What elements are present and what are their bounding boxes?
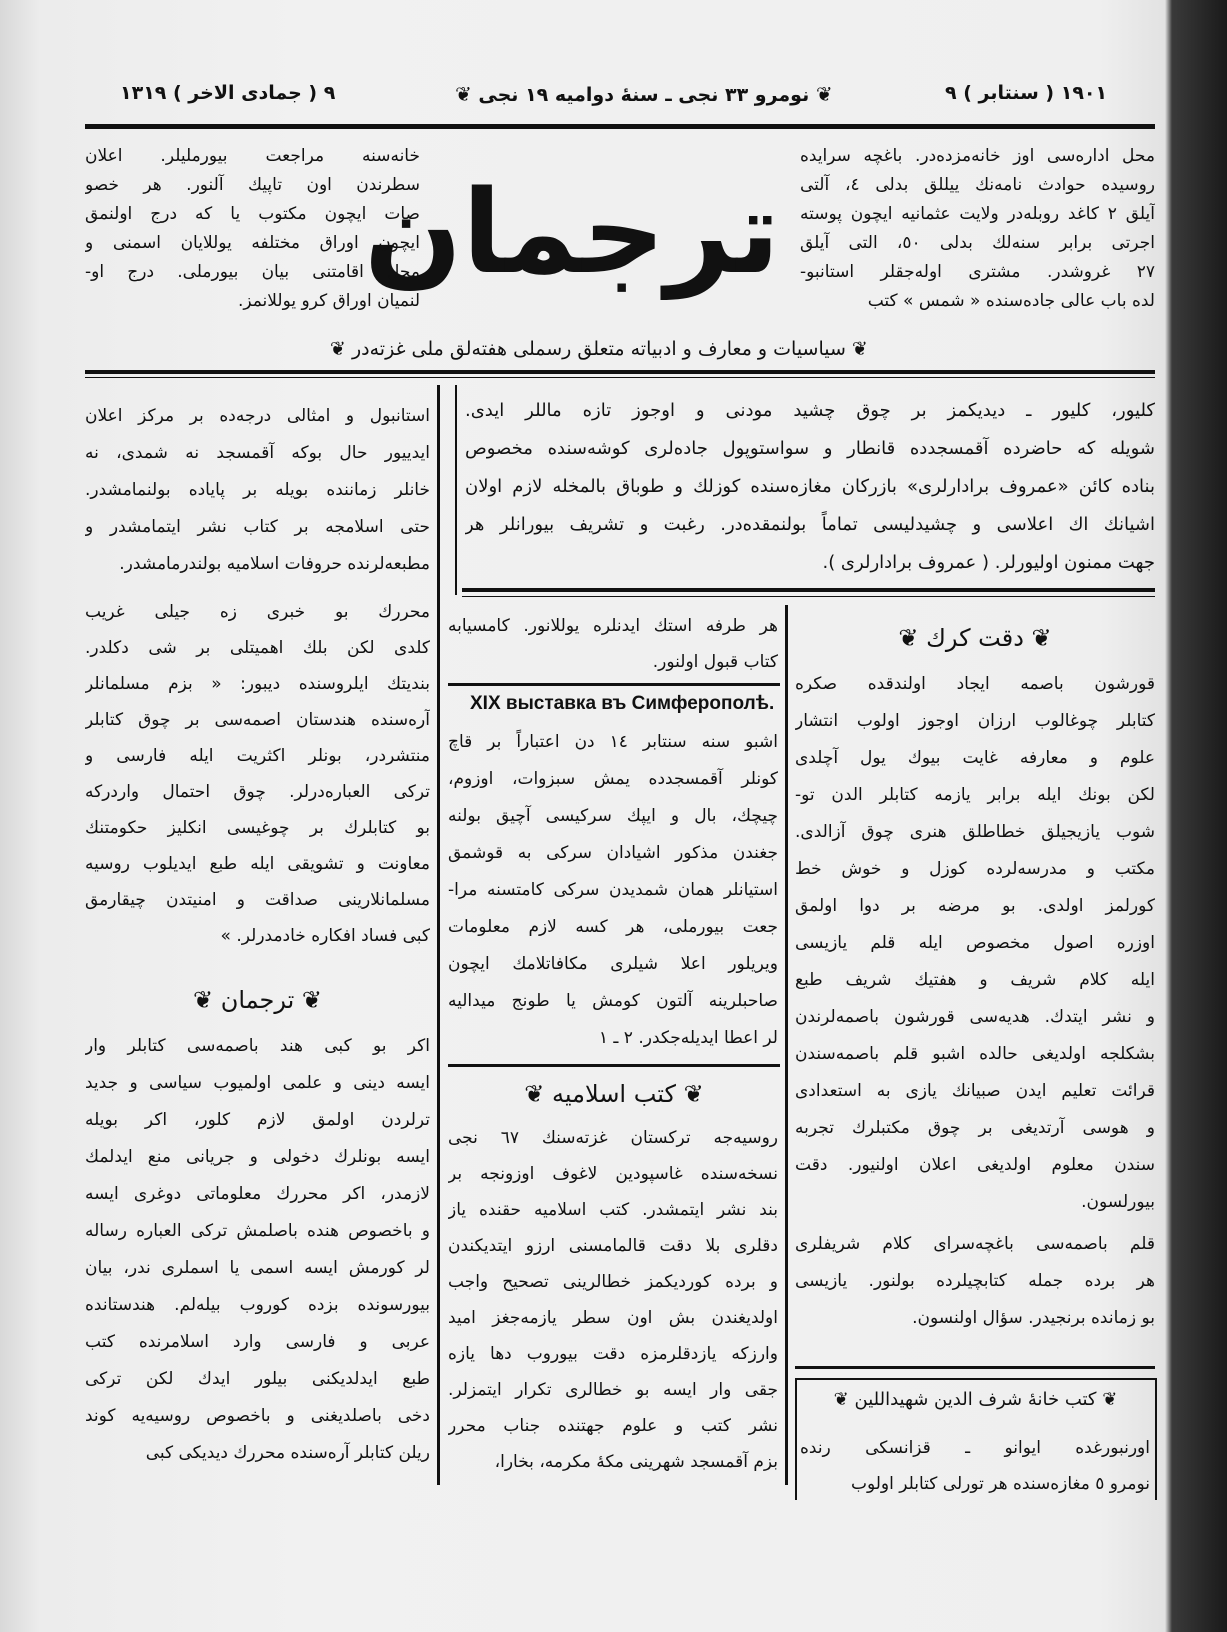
text-line: کتاب قبول اولنور.	[652, 652, 778, 672]
text-line: کتابلر چوغالوب ارزان اوجوز اولوب انتشار	[795, 711, 1155, 731]
text-line: محل اقامتنی بیان بیورملی. درج او-	[85, 262, 420, 282]
text-line: آیلق ٢ کاغد روبلەدر ولایت عثمانیه ایچون پوسته	[800, 204, 1155, 224]
text-line: اشبو سنه سنتابر ١٤ دن اعتباراً بر قاچ	[448, 732, 778, 752]
exhibition-heading: XIX выставка въ Симферополѣ.	[470, 693, 775, 714]
subscription-info	[800, 142, 1155, 316]
ornament-icon: ❦	[1102, 1389, 1118, 1410]
advert-divider	[455, 385, 457, 595]
text-line: دخی باصلدیغنی و باخصوص روسیەیه کوند	[85, 1406, 430, 1426]
text-line: خانەسنه مراجعت بیورملیلر. اعلان	[85, 146, 420, 166]
bookshop-heading	[798, 1386, 1153, 1414]
text-line: اشیانك اك اعلاسی و چشیدلیسی تماماً بولنمقدەدر. رغبت و تشریف بیورانلر هر	[465, 514, 1155, 535]
text-line: هر برده جمله کتابچیلرده بولنور. یازیسی	[795, 1271, 1155, 1291]
ornament-icon: ❦	[330, 338, 346, 360]
middle-paragraph-1	[448, 608, 778, 680]
text-line: شویله که حاضرده آقمسجدده قانطار و سواستوپول جادەلری کوشەسنده مخصوص	[465, 438, 1155, 459]
left-paragraph-1	[85, 398, 430, 583]
text-line: اجرتی برابر سنەلك بدلی ٥٠، التی آیلق	[800, 233, 1155, 253]
text-line: و هوسی آرتدیغی بر چوق مکتبلرك تجربه	[795, 1118, 1155, 1138]
text-line: معاونت و تشویقی ایله طبع ایدیلوب روسیه	[85, 854, 430, 874]
text-line: مطبعەلرنده حروفات اسلامیه بولندرمامشدر.	[119, 554, 430, 574]
text-line: کبی فساد افکاره خادمدرلر. »	[220, 926, 430, 946]
masthead-rule-thin	[85, 377, 1155, 378]
masthead-rule	[85, 370, 1155, 374]
text-line: هر طرفه استك ایدنلره یوللانور. کامسیابه	[448, 616, 778, 636]
text-line: جقی وار ایسه بو خطالری تکرار ایتمزلر.	[448, 1380, 778, 1400]
advertising-info	[85, 142, 420, 316]
text-line: سندن معلوم اولدیغی اعلان اولنیور. دقت	[795, 1155, 1155, 1175]
text-line: استیانلر همان شمدیدن سرکی کامتسنه مرا-	[448, 880, 778, 900]
text-line: عربی و فارسی وارد اسلامرنده کتب	[85, 1332, 430, 1352]
heading-text: ترجمان	[220, 986, 295, 1014]
subtitle-text: سیاسیات و معارف و ادبیاته متعلق رسملی هفتەلق ملی غزتەدر	[351, 338, 846, 360]
text-line: طبع ایدلدیکنی بیلور ایدك لکن ترکی	[85, 1369, 430, 1389]
issue-text: نومرو ٣٣ نجی ـ سنهٔ دوامیه ١٩ نجی	[478, 84, 810, 106]
text-line: حتی اسلامجه بر کتاب نشر ایتمامشدر و	[85, 517, 430, 537]
islamic-books-text	[448, 1120, 778, 1480]
text-line: بزم آقمسجد شهرینی مکهٔ مکرمه، بخارا،	[494, 1452, 778, 1472]
text-line: صاحبلرینه آلتون کومش یا طونج میدالیه	[448, 991, 778, 1011]
advert-rule-thin	[462, 596, 1155, 597]
text-line: سطرندن اون تاپیك آلنور. هر خصو	[85, 175, 420, 195]
column-divider	[785, 605, 788, 1485]
text-line: ایسه دینی و علمی اولمیوب سیاسی و جدید	[85, 1073, 430, 1093]
section-rule	[448, 683, 780, 686]
section-rule	[448, 1064, 780, 1067]
newspaper-subtitle	[330, 336, 868, 362]
text-line: ایچون اوراق مختلفه یوللایان اسمنی و	[85, 233, 420, 253]
text-line: کلدی لکن بلك اهمیتلی بر شی دکلدر.	[85, 638, 430, 658]
text-line: و برده کوردیکمز خطالرینی تصحیح واجب	[448, 1272, 778, 1292]
hijri-date: ٩ ( جمادی الاخر ) ١٣١٩	[120, 82, 336, 104]
text-line: قلم باصمەسی باغچەسرای کلام شریفلری	[795, 1234, 1155, 1254]
text-line: بیورسونده بزده کوروب بیلەلم. هندستانده	[85, 1295, 430, 1315]
advert-rule	[462, 588, 1155, 592]
text-line: استانبول و امثالی درجەده بر مرکز اعلان	[85, 406, 430, 426]
text-line: بو کتابلرك بر چوغیسی انکلیز حکومتنك	[85, 818, 430, 838]
ornament-icon: ❦	[455, 82, 472, 106]
text-line: اورنبورغده ایوانو ـ قزانسکی رنده	[800, 1438, 1150, 1458]
ornament-icon: ❦	[683, 1080, 704, 1108]
section-heading-islamic-books	[448, 1078, 780, 1110]
section-rule	[795, 1366, 1155, 1369]
left-paragraph-2	[85, 594, 430, 954]
quran-print-text	[795, 1226, 1155, 1337]
text-line: نسخەسنده غاسپودین لاغوف اوزونجه بر	[448, 1164, 778, 1184]
text-line: و باخصوص هنده باصلمش ترکی العبارە رساله	[85, 1221, 430, 1241]
ornament-icon: ❦	[524, 1080, 545, 1108]
issue-number	[455, 82, 833, 106]
bookshop-text	[800, 1430, 1150, 1502]
text-line: لر اعطا ایدیلەجکدر. ٢ ـ ١	[598, 1028, 778, 1048]
left-paragraph-3	[85, 1028, 430, 1472]
text-line: ترکی العبارەدرلر. چوق احتمال واردرکه	[85, 782, 430, 802]
text-line: ٢٧ غروشدر. مشتری اولەجقلر استانبو-	[800, 262, 1155, 282]
text-line: بند نشر ایتمشدر. کتب اسلامیه حقنده یاز	[448, 1200, 778, 1220]
text-line: لنمیان اوراق کرو یوللانمز.	[237, 291, 420, 311]
text-line: اکر بو کبی هند باصمەسی کتابلر وار	[85, 1036, 430, 1056]
ornament-icon: ❦	[1031, 624, 1052, 652]
gregorian-date: ١٩٠١ ( سنتابر ) ٩	[945, 82, 1108, 104]
text-line: شوب یازیجیلق خطاطلق هنری چوق آزالدی.	[795, 822, 1155, 842]
newspaper-title: ترجمان	[363, 166, 780, 300]
text-line: ایسه بونلرك دخولی و جریانی منع ایدلمك	[85, 1147, 430, 1167]
text-line: لکن بونك ایله برابر یازمه کتابلر الدن تو-	[795, 785, 1155, 805]
text-line: لر کورمش ایسه اسمی یا اسملری ندر، بیان	[85, 1258, 430, 1278]
advert-text	[465, 392, 1155, 582]
heading-text: کتب خانهٔ شرف الدین شهیداللین	[854, 1389, 1097, 1410]
column-divider	[437, 385, 440, 1485]
text-line: کونلر آقمسجدده یمش سبزوات، اوزوم،	[448, 769, 778, 789]
text-line: بیورلسون.	[1081, 1192, 1155, 1212]
text-line: لازمدر، اکر محررك معلوماتی دوغری ایسه	[85, 1184, 430, 1204]
text-line: کورلمز اولدی. بو مرضه بر دوا اولمق	[795, 896, 1155, 916]
text-line: جهت ممنون اولیورلر. ( عمروف برادارلری ).	[822, 552, 1155, 573]
text-line: صات ایچون مکتوب یا که درج اولنمق	[85, 204, 420, 224]
ornament-icon: ❦	[301, 986, 323, 1014]
text-line: قرائت تعلیم ایدن صبیانك یازی به استعدادی	[795, 1081, 1155, 1101]
exhibition-text	[448, 724, 778, 1057]
ornament-icon: ❦	[815, 82, 833, 106]
text-line: نومرو ٥ مغازەسنده هر تورلی کتابلر اولوب	[850, 1474, 1150, 1494]
text-line: اوزره اصول مخصوص ایله قلم یازیسی	[795, 933, 1155, 953]
text-line: بناده کائن «عمروف برادارلری» بازرکان مغازەسنده کوزلك و طوباق بالمخله لازم اولان	[465, 476, 1155, 497]
text-line: ریلن کتابلر آرەسنده محررك دیدیکی کبی	[145, 1443, 430, 1463]
text-line: دقلری بلا دقت قالمامسنی ارزو ایتدیکندن	[448, 1236, 778, 1256]
ornament-icon: ❦	[851, 338, 868, 360]
text-line: بشکلجه اولدیغی حالده اشبو قلم باصمەسندن	[795, 1044, 1155, 1064]
header-rule	[85, 124, 1155, 129]
ornament-icon: ❦	[833, 1389, 849, 1410]
text-line: منتشردر، بونلر اکثریت ایله فارسی و	[85, 746, 430, 766]
text-line: جغندن مذکور اشیادان سرکی به قوشمق	[448, 843, 778, 863]
text-line: محل ادارەسی اوز خانەمزدەدر. باغچه سرایده	[800, 146, 1155, 166]
text-line: ایدییور حال بوکه آقمسجد نه شمدی، نه	[85, 443, 430, 463]
text-line: اولدیغندن بش اون سطر یازمەجغز امید	[448, 1308, 778, 1328]
text-line: علوم و معارفه غایت بیوك یول آچلدی	[795, 748, 1155, 768]
text-line: کلیور، کلیور ـ دیدیکمز بر چوق چشید مودنی و اوجوز تازه ماللر ایدی.	[465, 400, 1155, 421]
text-line: چیچك، بال و ایپك سرکیسی آچیق بولنه	[448, 806, 778, 826]
section-heading-attention	[795, 622, 1155, 654]
ornament-icon: ❦	[192, 986, 214, 1014]
text-line: لده باب عالی جادەسنده « شمس » کتب	[867, 291, 1155, 311]
text-line: و نشر ایتدك. هدیەسی قورشون باصمەلرندن	[795, 1007, 1155, 1027]
text-line: روسیده حوادث نامەنك ییللق بدلی ٤، آلتی	[800, 175, 1155, 195]
text-line: مکتب و مدرسەلرده کوزل و خوش خط	[795, 859, 1155, 879]
text-line: بندیتك ایلروسنده دیبور: « بزم مسلمانلر	[85, 674, 430, 694]
section-heading-terjuman	[85, 984, 430, 1016]
text-line: روسیەجه ترکستان غزتەسنك ٦٧ نجی	[448, 1128, 778, 1148]
text-line: مسلمانلارینی صداقت و امنیتدن چیقارمق	[85, 890, 430, 910]
heading-text: کتب اسلامیه	[552, 1080, 676, 1108]
text-line: وارزکه یازدقلرمزه دقت بیوروب دها یازه	[448, 1344, 778, 1364]
attention-text	[795, 666, 1155, 1221]
text-line: بو زمانده برنجیدر. سؤال اولنسون.	[912, 1308, 1155, 1328]
heading-text: دقت کرك	[926, 624, 1024, 652]
text-line: محررك بو خبری زه جیلی غریب	[85, 602, 430, 622]
text-line: خانلر زماننده بویله بر پایاده بولنمامشدر.	[85, 480, 430, 500]
text-line: آرەسنده هندستان اصمەسی بر چوق کتابلر	[85, 710, 430, 730]
text-line: ویریلور اعلا شیلری مکافاتلامك ایچون	[448, 954, 778, 974]
text-line: ترلردن اولمق لازم کلور، اکر بویله	[85, 1110, 430, 1130]
text-line: قورشون باصمه ایجاد اولندقده صکره	[795, 674, 1155, 694]
text-line: نشر کتب و علوم جهتنده جناب محرر	[448, 1416, 778, 1436]
text-line: ایله کلام شریف و هفتیك شریف طبع	[795, 970, 1155, 990]
text-line: جعت بیورملی، هر کسه لازم معلومات	[448, 917, 778, 937]
ornament-icon: ❦	[898, 624, 919, 652]
